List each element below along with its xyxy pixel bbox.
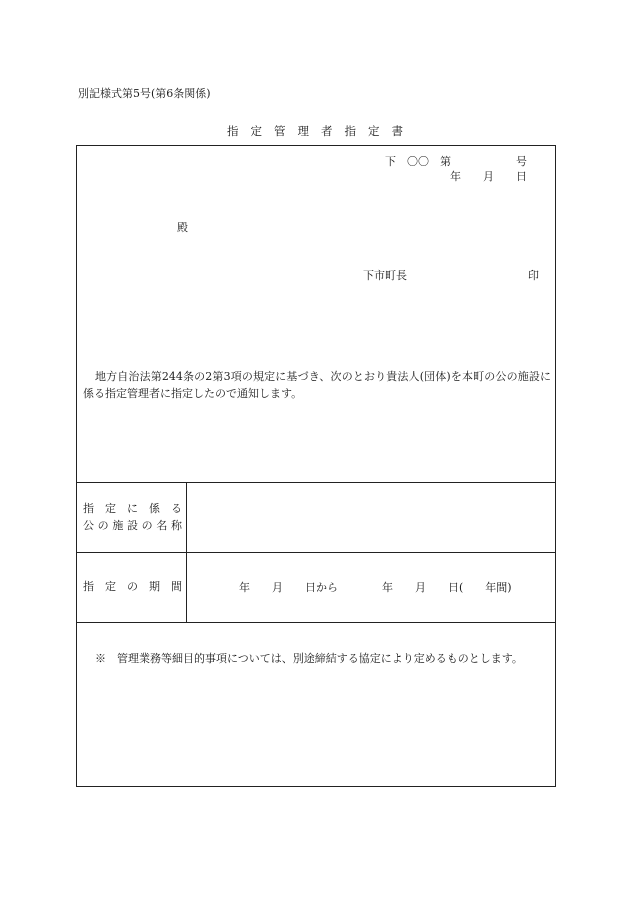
form-frame [76, 145, 556, 787]
row-divider [77, 552, 555, 553]
document-title: 指定管理者指定書 [227, 124, 415, 138]
note-text: ※ 管理業務等細目的事項については、別途締結する協定により定めるものとします。 [95, 652, 523, 665]
facility-name-label-line2: 公の施設の名称 [83, 519, 182, 532]
period-value[interactable]: 年 月 日から 年 月 日( 年間) [239, 581, 512, 594]
document-number [385, 153, 527, 169]
document-number-prefix: 下 〇〇 第 [385, 155, 451, 168]
issuer-name: 下市町長 [363, 269, 407, 282]
column-divider [186, 482, 187, 622]
issue-date: 年 月 日 [450, 170, 527, 183]
addressee-honorific: 殿 [177, 221, 188, 234]
period-label: 指定の期間 [83, 580, 182, 593]
document-number-suffix: 号 [516, 155, 527, 168]
facility-name-label [77, 500, 186, 534]
row-divider [77, 482, 555, 483]
body-text: 地方自治法第244条の2第3項の規定に基づき、次のとおり貴法人(団体)を本町の公の施設に係る指定管理者に指定したので通知します。 [83, 370, 551, 400]
facility-name-label-line1: 指定に係る [83, 502, 182, 515]
seal-mark: 印 [528, 269, 539, 282]
row-divider [77, 622, 555, 623]
form-reference: 別記様式第5号(第6条関係) [78, 87, 211, 100]
